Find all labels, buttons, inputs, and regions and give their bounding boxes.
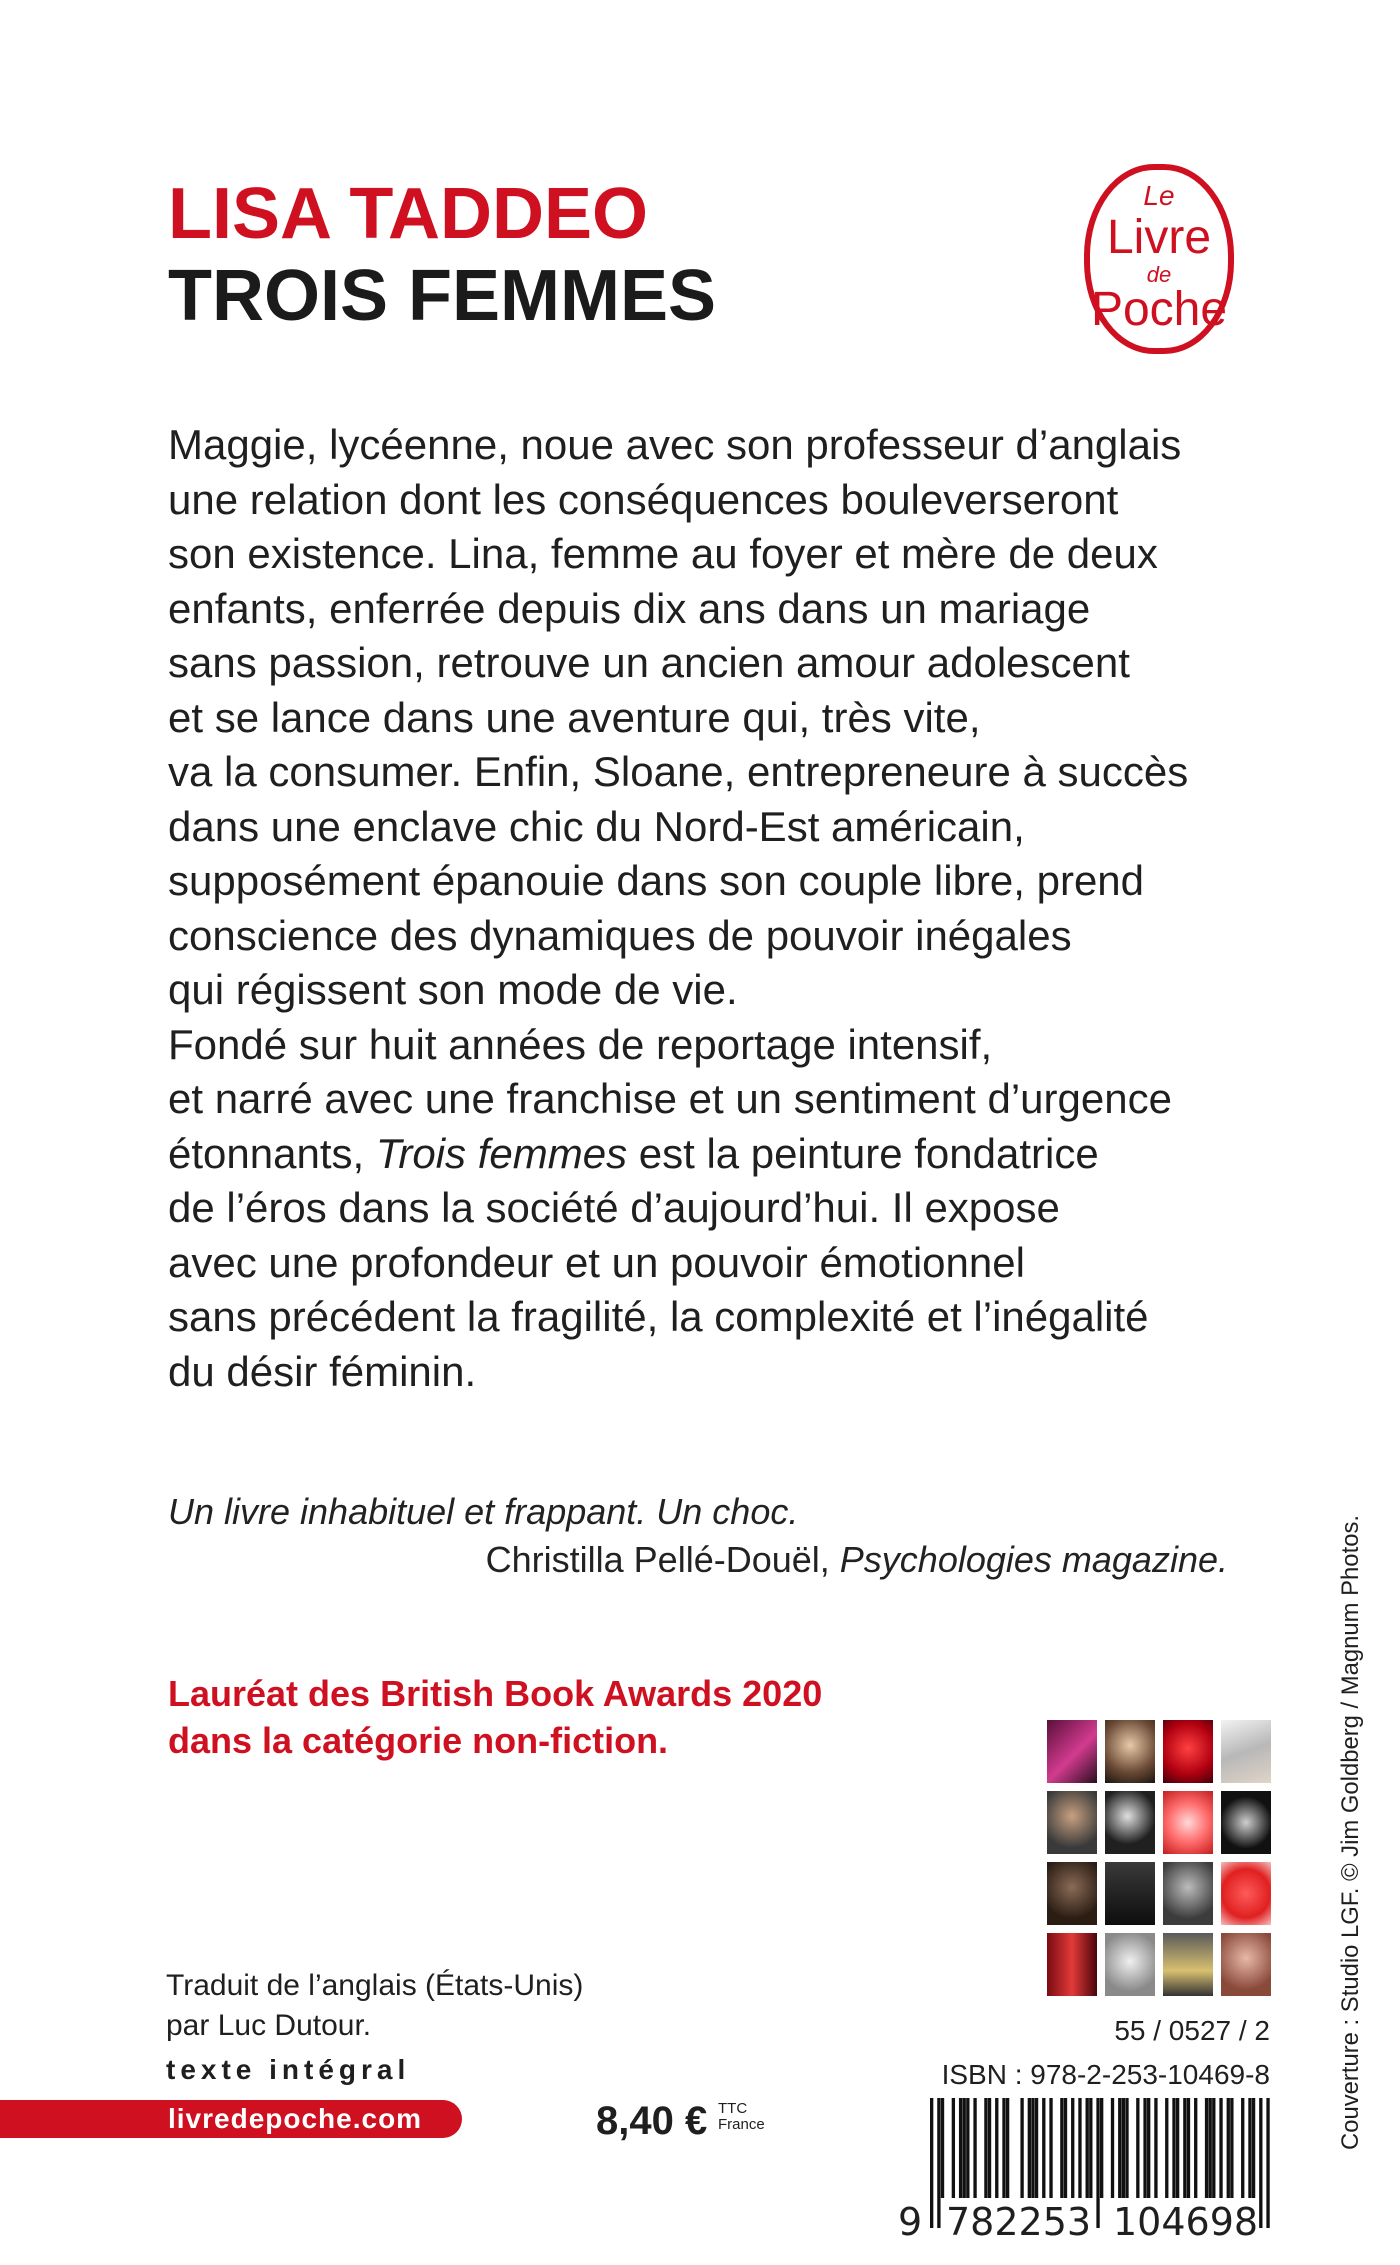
- thumbnail-image: [1221, 1720, 1271, 1783]
- barcode-bar: [1089, 2098, 1092, 2198]
- barcode-bar: [1006, 2098, 1009, 2198]
- barcode-bar: [1071, 2098, 1074, 2198]
- barcode-bar: [1227, 2098, 1230, 2198]
- barcode-digits-right: 104698: [1113, 2200, 1259, 2244]
- barcode-bar: [1212, 2098, 1215, 2198]
- barcode-bar: [995, 2098, 998, 2198]
- thumbnail-image: [1221, 1862, 1271, 1925]
- barcode-bar: [966, 2098, 969, 2198]
- barcode-bar: [1060, 2098, 1063, 2198]
- barcode-bar: [984, 2098, 987, 2198]
- barcode-bar: [1136, 2098, 1139, 2198]
- barcode-bar: [1031, 2098, 1034, 2198]
- price-tax-note: [718, 2101, 765, 2133]
- synopsis-line: sans passion, retrouve un ancien amour adolescent: [168, 639, 1130, 686]
- cover-credit-text: Couverture : Studio LGF. © Jim Goldberg / Magnum Photos.: [1337, 1510, 1364, 2150]
- barcode-bar: [1147, 2098, 1150, 2198]
- thumbnail-image: [1221, 1791, 1271, 1854]
- barcode-bar: [1183, 2098, 1186, 2198]
- cover-credit: [1328, 1510, 1368, 2150]
- synopsis-line: Fondé sur huit années de reportage intensif,: [168, 1020, 993, 1068]
- barcode-bar: [1035, 2098, 1038, 2198]
- barcode-bar: [963, 2098, 966, 2198]
- barcode-bar: [1266, 2098, 1269, 2228]
- barcode-bar: [1230, 2098, 1233, 2198]
- thumbnail-image: [1163, 1720, 1213, 1783]
- barcode-bar: [1154, 2098, 1157, 2198]
- barcode-bar: [959, 2098, 962, 2198]
- cover-thumbnails: [1047, 1720, 1273, 1998]
- barcode-bar: [1118, 2098, 1121, 2198]
- isbn: ISBN : 978-2-253-10469-8: [941, 2059, 1270, 2090]
- price-ttc-label: TTC: [718, 2100, 748, 2117]
- barcode-bar: [1259, 2098, 1262, 2228]
- barcode-bar: [1122, 2098, 1125, 2198]
- edition-label: texte intégral: [166, 2054, 411, 2085]
- price: 8,40 €: [596, 2099, 708, 2143]
- barcode-digit-lead: 9: [898, 2200, 923, 2244]
- synopsis-line: dans une enclave chic du Nord-Est américain,: [168, 802, 1025, 850]
- barcode-bar: [1002, 2098, 1005, 2198]
- synopsis-line: qui régissent son mode de vie.: [168, 966, 738, 1013]
- barcode-bar: [930, 2098, 933, 2228]
- press-quote-source: [486, 1536, 1228, 1584]
- barcode-bar: [1248, 2098, 1251, 2198]
- translation-line: par Luc Dutour.: [166, 2009, 372, 2042]
- barcode-bar: [1252, 2098, 1255, 2198]
- thumbnail-image: [1163, 1791, 1213, 1854]
- book-title-inline: Trois femmes: [375, 1129, 628, 1177]
- thumbnail-image: [1105, 1862, 1155, 1925]
- barcode-bar: [1172, 2098, 1175, 2198]
- press-quote: Un livre inhabituel et frappant. Un choc.: [168, 1491, 799, 1532]
- barcode-bar: [1049, 2098, 1052, 2198]
- barcode-bar: [1020, 2098, 1023, 2198]
- synopsis-line: supposément épanouie dans son couple libre, prend: [168, 857, 1145, 904]
- barcode-bar: [941, 2098, 944, 2198]
- barcode-digits-left: 782253: [946, 2200, 1092, 2244]
- quote-publication: Psychologies magazine.: [839, 1539, 1228, 1580]
- barcode-bar: [1176, 2098, 1179, 2198]
- barcode-bar: [1100, 2098, 1103, 2198]
- barcode-bar: [1241, 2098, 1244, 2198]
- thumbnail-image: [1163, 1933, 1213, 1996]
- logo-text-de: de: [1146, 262, 1172, 287]
- price-country-label: France: [718, 2116, 765, 2133]
- thumbnail-image: [1047, 1720, 1097, 1783]
- publisher-logo: [1084, 164, 1234, 354]
- synopsis-line: et se lance dans une aventure qui, très vite,: [168, 693, 981, 741]
- synopsis-line: sans précédent la fragilité, la complexité et l’inégalité: [168, 1293, 1149, 1340]
- author-name: LISA TADDEO: [168, 174, 648, 254]
- quote-author: Christilla Pellé-Douël,: [485, 1539, 840, 1580]
- synopsis-line: Maggie, lycéenne, noue avec son professeur d’anglais: [168, 421, 1182, 468]
- barcode-bar: [1042, 2098, 1045, 2198]
- barcode-bar: [1187, 2098, 1190, 2198]
- award-line: dans la catégorie non-fiction.: [168, 1720, 669, 1761]
- website-link[interactable]: livredepoche.com: [168, 2103, 423, 2134]
- synopsis-text: est la peinture fondatrice: [627, 1129, 1099, 1177]
- thumbnail-image: [1105, 1933, 1155, 1996]
- synopsis-text: étonnants,: [168, 1129, 376, 1177]
- synopsis-line: enfants, enferrée depuis dix ans dans un mariage: [168, 584, 1091, 632]
- logo-text-le: Le: [1143, 180, 1175, 211]
- catalog-code: 55 / 0527 / 2: [1114, 2015, 1270, 2046]
- barcode-bar: [1086, 2098, 1089, 2198]
- logo-text-livre: Livre: [1106, 211, 1212, 264]
- barcode-bar: [1194, 2098, 1197, 2198]
- barcode-bar: [1078, 2098, 1081, 2198]
- barcode-bar: [1219, 2098, 1222, 2198]
- barcode-bar: [1111, 2098, 1114, 2198]
- synopsis-line: son existence. Lina, femme au foyer et mère de deux: [168, 530, 1158, 577]
- synopsis-line: va la consumer. Enfin, Sloane, entrepreneure à succès: [168, 748, 1189, 795]
- thumbnail-image: [1047, 1933, 1097, 1996]
- synopsis-line: de l’éros dans la société d’aujourd’hui. Il expose: [168, 1184, 1060, 1231]
- thumbnail-image: [1105, 1791, 1155, 1854]
- barcode-bar: [952, 2098, 955, 2198]
- logo-text-poche: Poche: [1090, 283, 1228, 336]
- book-title: TROIS FEMMES: [168, 256, 717, 336]
- barcode-bar: [988, 2098, 991, 2198]
- synopsis-line: [168, 1127, 1228, 1182]
- barcode-bar: [1209, 2098, 1212, 2198]
- barcode-bar: [937, 2098, 940, 2228]
- thumbnail-image: [1163, 1862, 1213, 1925]
- barcode-bar: [1028, 2098, 1031, 2198]
- translation-line: Traduit de l’anglais (États-Unis): [166, 1969, 584, 2002]
- barcode-bar: [1165, 2098, 1168, 2198]
- synopsis-line: conscience des dynamiques de pouvoir inégales: [168, 911, 1072, 959]
- synopsis-line: du désir féminin.: [168, 1347, 477, 1395]
- barcode-bar: [1125, 2098, 1128, 2198]
- translation-credit: [166, 1966, 583, 2046]
- synopsis-line: avec une profondeur et un pouvoir émotionnel: [168, 1238, 1025, 1286]
- book-synopsis: [168, 418, 1228, 1399]
- award-notice: [168, 1670, 822, 1764]
- synopsis-line: une relation dont les conséquences bouleverseront: [168, 475, 1119, 523]
- thumbnail-image: [1047, 1862, 1097, 1925]
- synopsis-line: et narré avec une franchise et un sentiment d’urgence: [168, 1075, 1172, 1122]
- barcode-bar: [1143, 2098, 1146, 2198]
- barcode-bar: [1096, 2098, 1099, 2228]
- barcode-bar: [1205, 2098, 1208, 2198]
- thumbnail-image: [1105, 1720, 1155, 1783]
- award-line: Lauréat des British Book Awards 2020: [168, 1673, 823, 1714]
- barcode-bar: [1064, 2098, 1067, 2198]
- thumbnail-image: [1221, 1933, 1271, 1996]
- barcode-bar: [973, 2098, 976, 2198]
- thumbnail-image: [1047, 1791, 1097, 1854]
